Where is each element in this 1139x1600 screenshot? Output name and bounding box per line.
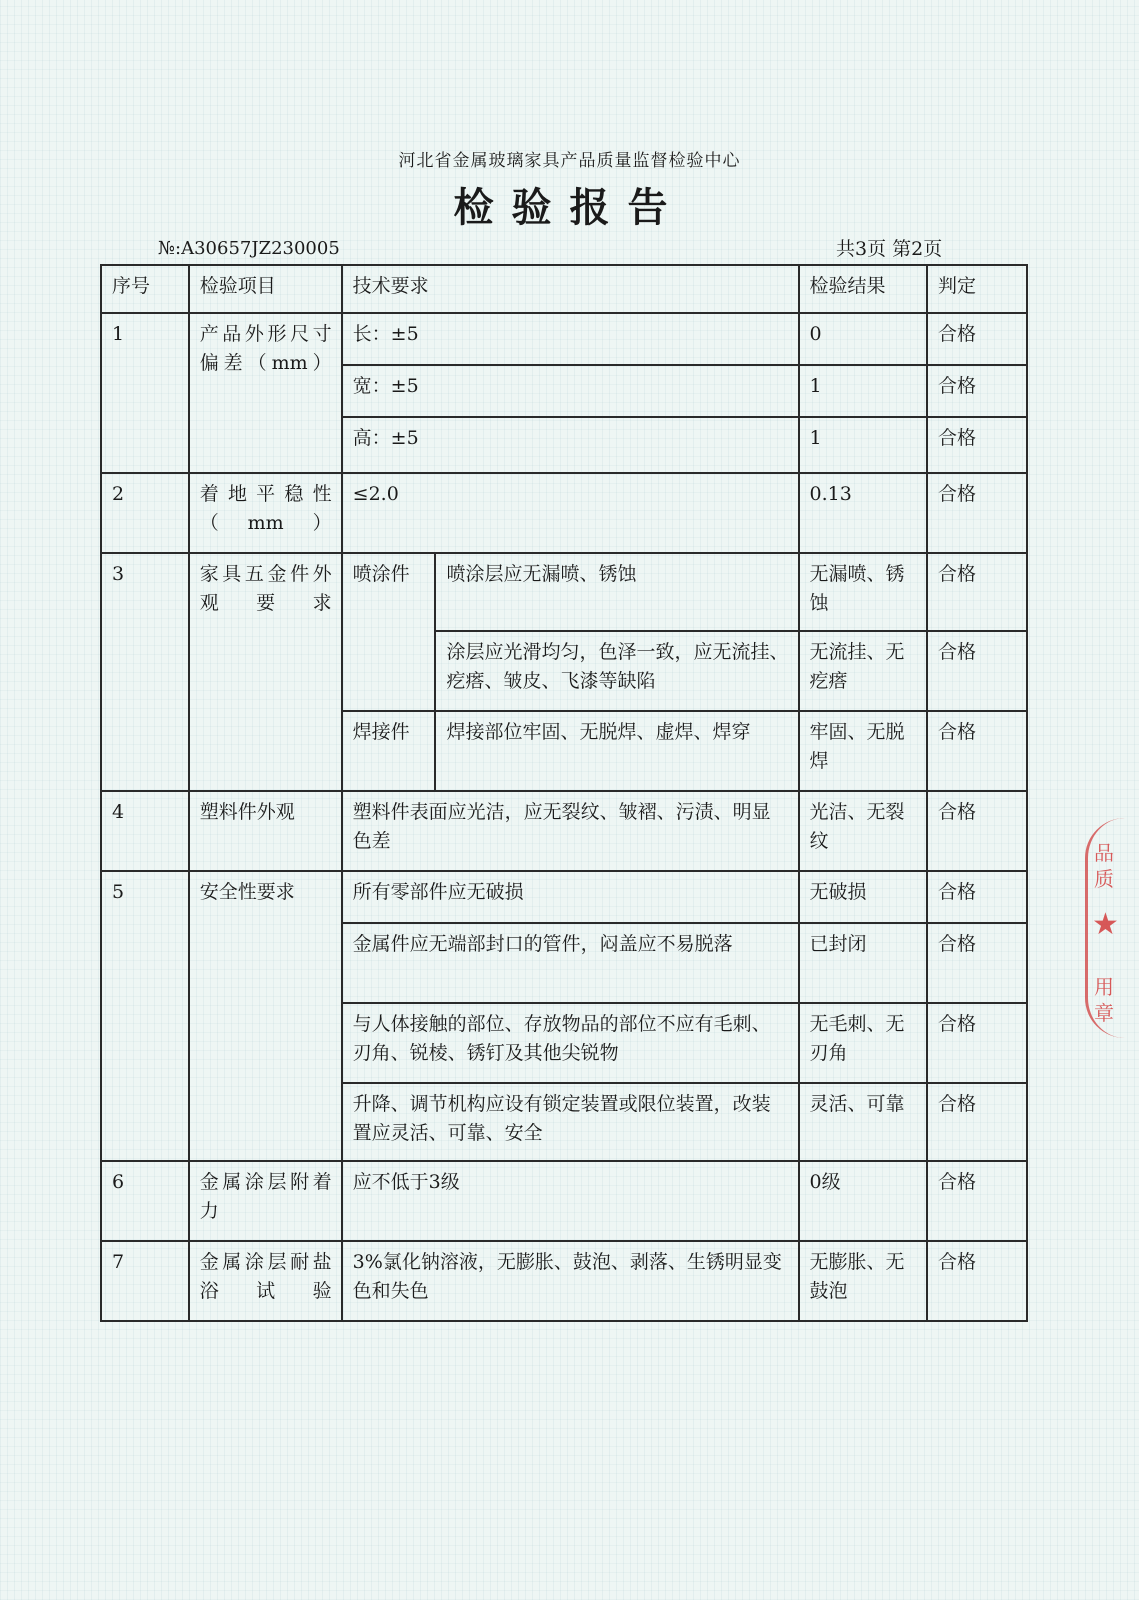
row-result: 无流挂、无疙瘩: [799, 631, 927, 711]
row-result: 0.13: [799, 473, 927, 553]
row-requirement: 升降、调节机构应设有锁定装置或限位装置，改装置应灵活、可靠、安全: [342, 1083, 799, 1161]
row-item: 安全性要求: [189, 871, 342, 1161]
table-row: [101, 1241, 1027, 1321]
red-seal-stamp: [1085, 818, 1132, 1038]
row-sub-label: 喷涂件: [342, 553, 436, 711]
row-result: 0级: [799, 1161, 927, 1241]
row-item: 产品外形尺寸偏差（mm）: [189, 313, 342, 473]
row-requirement: 所有零部件应无破损: [342, 871, 799, 923]
row-result: 1: [799, 417, 927, 473]
row-verdict: 合格: [927, 365, 1027, 417]
row-requirement: 高：±5: [342, 417, 799, 473]
row-verdict: 合格: [927, 1241, 1027, 1321]
row-result: 灵活、可靠: [799, 1083, 927, 1161]
row-requirement: 应不低于3级: [342, 1161, 799, 1241]
header-result: 检验结果: [799, 265, 927, 313]
header-no: 序号: [101, 265, 189, 313]
row-no: 3: [101, 553, 189, 791]
header-item: 检验项目: [189, 265, 342, 313]
table-row: [101, 473, 1027, 553]
row-requirement: 与人体接触的部位、存放物品的部位不应有毛刺、刃角、锐棱、锈钉及其他尖锐物: [342, 1003, 799, 1083]
header-requirement: 技术要求: [342, 265, 799, 313]
star-icon: ★: [1092, 907, 1119, 942]
row-verdict: 合格: [927, 417, 1027, 473]
row-sub-label: 焊接件: [342, 711, 436, 791]
row-verdict: 合格: [927, 1003, 1027, 1083]
row-item: 塑料件外观: [189, 791, 342, 871]
report-title: 检验报告: [453, 184, 686, 231]
report-number: №:A30657JZ230005: [158, 238, 340, 259]
row-result: 无破损: [799, 871, 927, 923]
table-row: [101, 313, 1027, 365]
stamp-text-top: 品质: [1094, 841, 1114, 891]
row-result: 1: [799, 365, 927, 417]
table-row: [101, 871, 1027, 923]
row-no: 1: [101, 313, 189, 473]
row-verdict: 合格: [927, 631, 1027, 711]
table-header-row: [101, 265, 1027, 313]
row-verdict: 合格: [927, 791, 1027, 871]
row-no: 6: [101, 1161, 189, 1241]
row-no: 4: [101, 791, 189, 871]
table-row: [101, 791, 1027, 871]
inspection-table: [100, 264, 1028, 1322]
row-no: 2: [101, 473, 189, 553]
row-result: 已封闭: [799, 923, 927, 1003]
row-verdict: 合格: [927, 871, 1027, 923]
table-row: [101, 553, 1027, 631]
row-result: 光洁、无裂纹: [799, 791, 927, 871]
row-requirement: ≤2.0: [342, 473, 799, 553]
organization-name: 河北省金属玻璃家具产品质量监督检验中心: [398, 151, 741, 171]
row-no: 5: [101, 871, 189, 1161]
row-verdict: 合格: [927, 553, 1027, 631]
row-item: 家具五金件外观要求: [189, 553, 342, 791]
row-verdict: 合格: [927, 313, 1027, 365]
row-result: 无膨胀、无鼓泡: [799, 1241, 927, 1321]
row-verdict: 合格: [927, 1083, 1027, 1161]
row-verdict: 合格: [927, 711, 1027, 791]
row-requirement: 长：±5: [342, 313, 799, 365]
row-requirement: 金属件应无端部封口的管件，闷盖应不易脱落: [342, 923, 799, 1003]
row-result: 0: [799, 313, 927, 365]
row-item: 金属涂层附着力: [189, 1161, 342, 1241]
row-requirement: 喷涂层应无漏喷、锈蚀: [435, 553, 798, 631]
row-verdict: 合格: [927, 923, 1027, 1003]
row-no: 7: [101, 1241, 189, 1321]
row-verdict: 合格: [927, 1161, 1027, 1241]
row-result: 无毛刺、无刃角: [799, 1003, 927, 1083]
row-requirement: 3%氯化钠溶液，无膨胀、鼓泡、剥落、生锈明显变色和失色: [342, 1241, 799, 1321]
page-info: 共3页 第2页: [836, 238, 943, 260]
row-item: 金属涂层耐盐浴试验: [189, 1241, 342, 1321]
row-verdict: 合格: [927, 473, 1027, 553]
row-result: 无漏喷、锈蚀: [799, 553, 927, 631]
row-result: 牢固、无脱焊: [799, 711, 927, 791]
row-item: 着地平稳性（mm）: [189, 473, 342, 553]
stamp-text-bottom: 用章: [1094, 975, 1114, 1025]
row-requirement: 宽：±5: [342, 365, 799, 417]
table-row: [101, 1161, 1027, 1241]
row-requirement: 焊接部位牢固、无脱焊、虚焊、焊穿: [435, 711, 798, 791]
row-requirement: 涂层应光滑均匀，色泽一致，应无流挂、疙瘩、皱皮、飞漆等缺陷: [435, 631, 798, 711]
row-requirement: 塑料件表面应光洁，应无裂纹、皱褶、污渍、明显色差: [342, 791, 799, 871]
header-verdict: 判定: [927, 265, 1027, 313]
